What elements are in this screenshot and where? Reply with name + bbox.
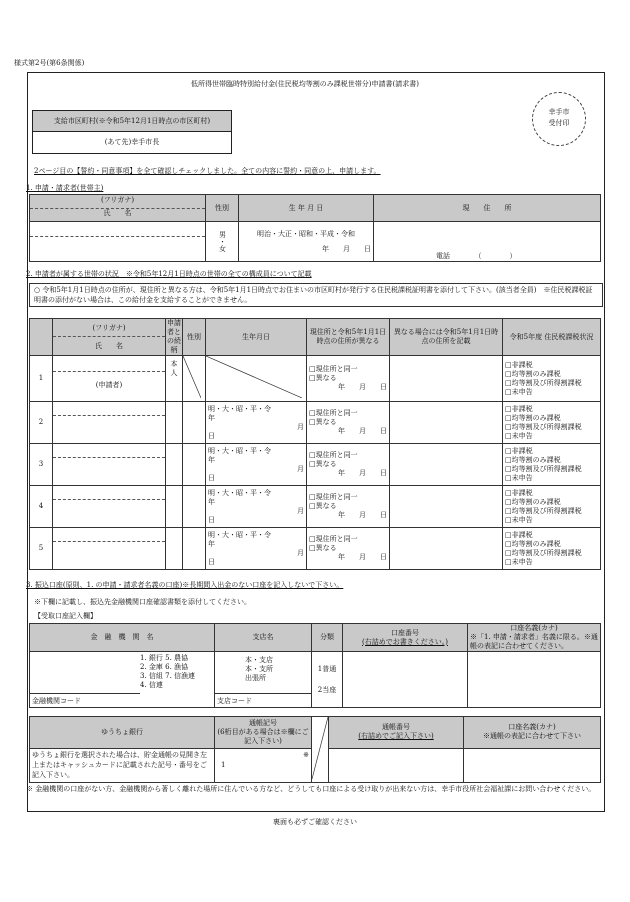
row-relation: 本人 [166, 356, 183, 402]
row-name-cell[interactable] [53, 528, 166, 570]
bank-code-row[interactable]: 金融機関コード [30, 693, 140, 707]
furigana-label: (フリガナ) [100, 195, 135, 204]
row-addr-detail[interactable] [390, 402, 503, 444]
municipality-box [32, 110, 232, 154]
yucho-holder-cell[interactable] [464, 748, 601, 782]
passbook-header: 通帳記号 (6桁目がある場合は※欄にご記入下さい) [215, 717, 312, 749]
section2-title: 2. 申請者が属する世帯の状況 ※令和5年12月1日時点の世帯の全ての構成員について記載 [26, 270, 312, 278]
row-no: 2 [30, 402, 53, 444]
account-no-cell[interactable] [343, 652, 468, 708]
address-cell[interactable] [374, 222, 601, 262]
row-relation[interactable] [166, 486, 183, 528]
row-dob[interactable]: 明・大・昭・平・令 年 月 日 [206, 444, 307, 486]
dob-header: 生 年 月 日 [239, 195, 374, 222]
stamp-line1: 幸手市 [548, 108, 570, 116]
diagonal-line [206, 356, 302, 398]
consent-text: 2ページ目の【誓約・同意事項】を全て確認しチェックしました。全ての内容に誓約・同意の上、申請します。 [34, 167, 381, 175]
row-name-cell[interactable] [53, 486, 166, 528]
furigana-name-header [30, 195, 206, 222]
bank-name-cell[interactable] [30, 652, 215, 708]
section3-note: ※下欄に記載し、振込先金融機関口座確認書類を添付してください。 [34, 598, 251, 606]
row-addr-diff[interactable]: □現住所と同一 □異なる 年 月 日 [307, 528, 390, 570]
section1-title: 1. 申請・請求者(世帯主) [26, 184, 104, 192]
category-cell[interactable]: 1普通 2当座 [312, 652, 343, 708]
yucho-divider [312, 717, 329, 783]
row-gender[interactable] [183, 528, 206, 570]
row-relation[interactable] [166, 444, 183, 486]
branch-code-row[interactable]: 支店コード [215, 693, 311, 707]
row-tax-status[interactable]: □非課税 □均等割のみ課税 □均等割及び所得割課税 □未申告 [503, 402, 601, 444]
applicant-name-cell[interactable] [30, 222, 206, 262]
row-addr-detail[interactable] [390, 486, 503, 528]
row-gender[interactable] [183, 486, 206, 528]
table-row [30, 444, 601, 486]
row-addr-diff[interactable]: □現住所と同一 □異なる 年 月 日 [307, 402, 390, 444]
passbook-no-cell[interactable] [329, 748, 464, 782]
section3-title: 3. 振込口座(原則、1. の申請・請求者名義の口座)※長期間入出金のない口座を記入しないで下さい。 [26, 581, 344, 589]
branch-cell[interactable] [215, 652, 312, 708]
dob-ymd: 年 月 日 [322, 244, 371, 253]
bank-types: 1. 銀行 5. 農協 2. 金庫 6. 漁協 3. 信組 7. 信漁連 4. 信連 [140, 654, 196, 689]
account-label: 【受取口座記入欄】 [34, 612, 97, 620]
yucho-description: ゆうちょ銀行を選択された場合は、貯金通帳の見開き左上またはキャッシュカードに記載された記号・番号をご記入下さい。 [30, 748, 215, 782]
row-relation[interactable] [166, 402, 183, 444]
row-addr-diff[interactable]: □現住所と同一 □異なる 年 月 日 [307, 356, 390, 402]
household-table [29, 318, 601, 570]
yucho-name: ゆうちょ銀行 [30, 717, 215, 749]
diagonal-line [183, 356, 201, 398]
passbook-no-header: 通帳番号 (右詰めでご記入下さい) [329, 717, 464, 749]
category-header: 分類 [312, 624, 343, 652]
section2-note: ○ 令和5年1月1日時点の住所が、現住所と異なる方は、令和5年1月1日時点でお住まいの市区町村が発行する住民税課税証明書を添付して下さい。(該当者全員) ※住民税課税証明書の添付がない場合は、この給付金を支給することができません。 [29, 283, 603, 307]
dob-eras: 明治・大正・昭和・平成・令和 [257, 229, 355, 238]
addr-detail-header: 異なる場合には令和5年1月1日時点の住所を記載 [390, 319, 503, 356]
row-addr-diff[interactable]: □現住所と同一 □異なる 年 月 日 [307, 444, 390, 486]
branch-header: 支店名 [215, 624, 312, 652]
row-addr-detail[interactable] [390, 528, 503, 570]
form-title: 低所得世帯臨時特別給付金(住民税均等割のみ課税世帯分)申請書(請求書) [191, 80, 419, 88]
hh-dob-header: 生年月日 [206, 319, 307, 356]
gender-header: 性別 [206, 195, 239, 222]
table-row [30, 486, 601, 528]
tax-header: 令和5年度 住民税課税状況 [503, 319, 601, 356]
row-dob[interactable]: 明・大・昭・平・令 年 月 日 [206, 402, 307, 444]
yucho-holder-header: 口座名義(カナ) ※通帳の表記に合わせて下さい [464, 717, 601, 749]
row-gender[interactable] [183, 356, 206, 402]
row-addr-detail[interactable] [390, 444, 503, 486]
table-row [30, 528, 601, 570]
hh-gender-header: 性別 [183, 319, 206, 356]
row-dob [206, 356, 307, 402]
bank-name-header: 金 融 機 関 名 [30, 624, 215, 652]
row-tax-status[interactable]: □非課税 □均等割のみ課税 □均等割及び所得割課税 □未申告 [503, 528, 601, 570]
relation-header: 申請者との続柄 [167, 319, 181, 354]
account-no-header: 口座番号 (右詰めでお書きください。) [343, 624, 468, 652]
no-header [30, 319, 53, 356]
gender-options[interactable]: 男・女 [206, 222, 239, 262]
phone-label: 電話 （ ） [436, 252, 517, 260]
row-no: 4 [30, 486, 53, 528]
row-gender[interactable] [183, 402, 206, 444]
row-addr-diff[interactable]: □現住所と同一 □異なる 年 月 日 [307, 486, 390, 528]
addr-diff-header: 現住所と令和5年1月1日時点の住所が異なる [307, 319, 390, 356]
form-number: 様式第2号(第6条関係) [14, 59, 85, 67]
row-relation[interactable] [166, 528, 183, 570]
diagonal-line [312, 717, 328, 779]
name-label: 氏 名 [30, 208, 205, 221]
row-no: 5 [30, 528, 53, 570]
row-dob[interactable]: 明・大・昭・平・令 年 月 日 [206, 528, 307, 570]
row-addr-detail[interactable] [390, 356, 503, 402]
row-dob[interactable]: 明・大・昭・平・令 年 月 日 [206, 486, 307, 528]
back-note: 裏面も必ずご確認ください [273, 818, 357, 826]
row-tax-status[interactable]: □非課税 □均等割のみ課税 □均等割及び所得割課税 □未申告 [503, 486, 601, 528]
hh-name-header: (フリガナ) 氏 名 [53, 319, 166, 356]
row-name-cell[interactable] [53, 444, 166, 486]
reception-stamp [532, 92, 586, 146]
table-row [30, 402, 601, 444]
holder-header: 口座名義(カナ) ※「1. 申請・請求者」名義に限る。※通帳の表記に合わせてください。 [468, 624, 601, 652]
row-no: 3 [30, 444, 53, 486]
row-tax-status[interactable]: □非課税 □均等割のみ課税 □均等割及び所得割課税 □未申告 [503, 444, 601, 486]
applicant-table [29, 194, 601, 262]
table-row [30, 356, 601, 402]
stamp-line2: 受付印 [548, 119, 570, 127]
address-header: 現 住 所 [374, 195, 601, 222]
row-gender[interactable] [183, 444, 206, 486]
branch-types: 本・支店 本・支所 出張所 [245, 656, 273, 682]
bank-table [29, 623, 601, 708]
section3-footnote: ※ 金融機関の口座がない方、金融機関から著しく離れた場所に住んでいる方など、どうしても口座による受け取りが出来ない方は、幸手市役所社会福祉課にお問い合わせください。 [26, 785, 596, 793]
row-name-cell[interactable] [53, 402, 166, 444]
holder-cell[interactable] [468, 652, 601, 708]
yucho-table [29, 716, 601, 783]
row-tax-status[interactable]: □非課税 □均等割のみ課税 □均等割及び所得割課税 □未申告 [503, 356, 601, 402]
dob-cell[interactable] [239, 222, 374, 262]
municipality-header: 支給市区町村(※令和5年12月1日時点の市区町村) [33, 111, 231, 132]
row-no: 1 [30, 356, 53, 402]
passbook-cell[interactable]: 1 ※ [215, 748, 312, 782]
row-name-cell[interactable]: (申請者) [53, 356, 166, 402]
municipality-addressee: (あて先)幸手市長 [104, 138, 160, 146]
